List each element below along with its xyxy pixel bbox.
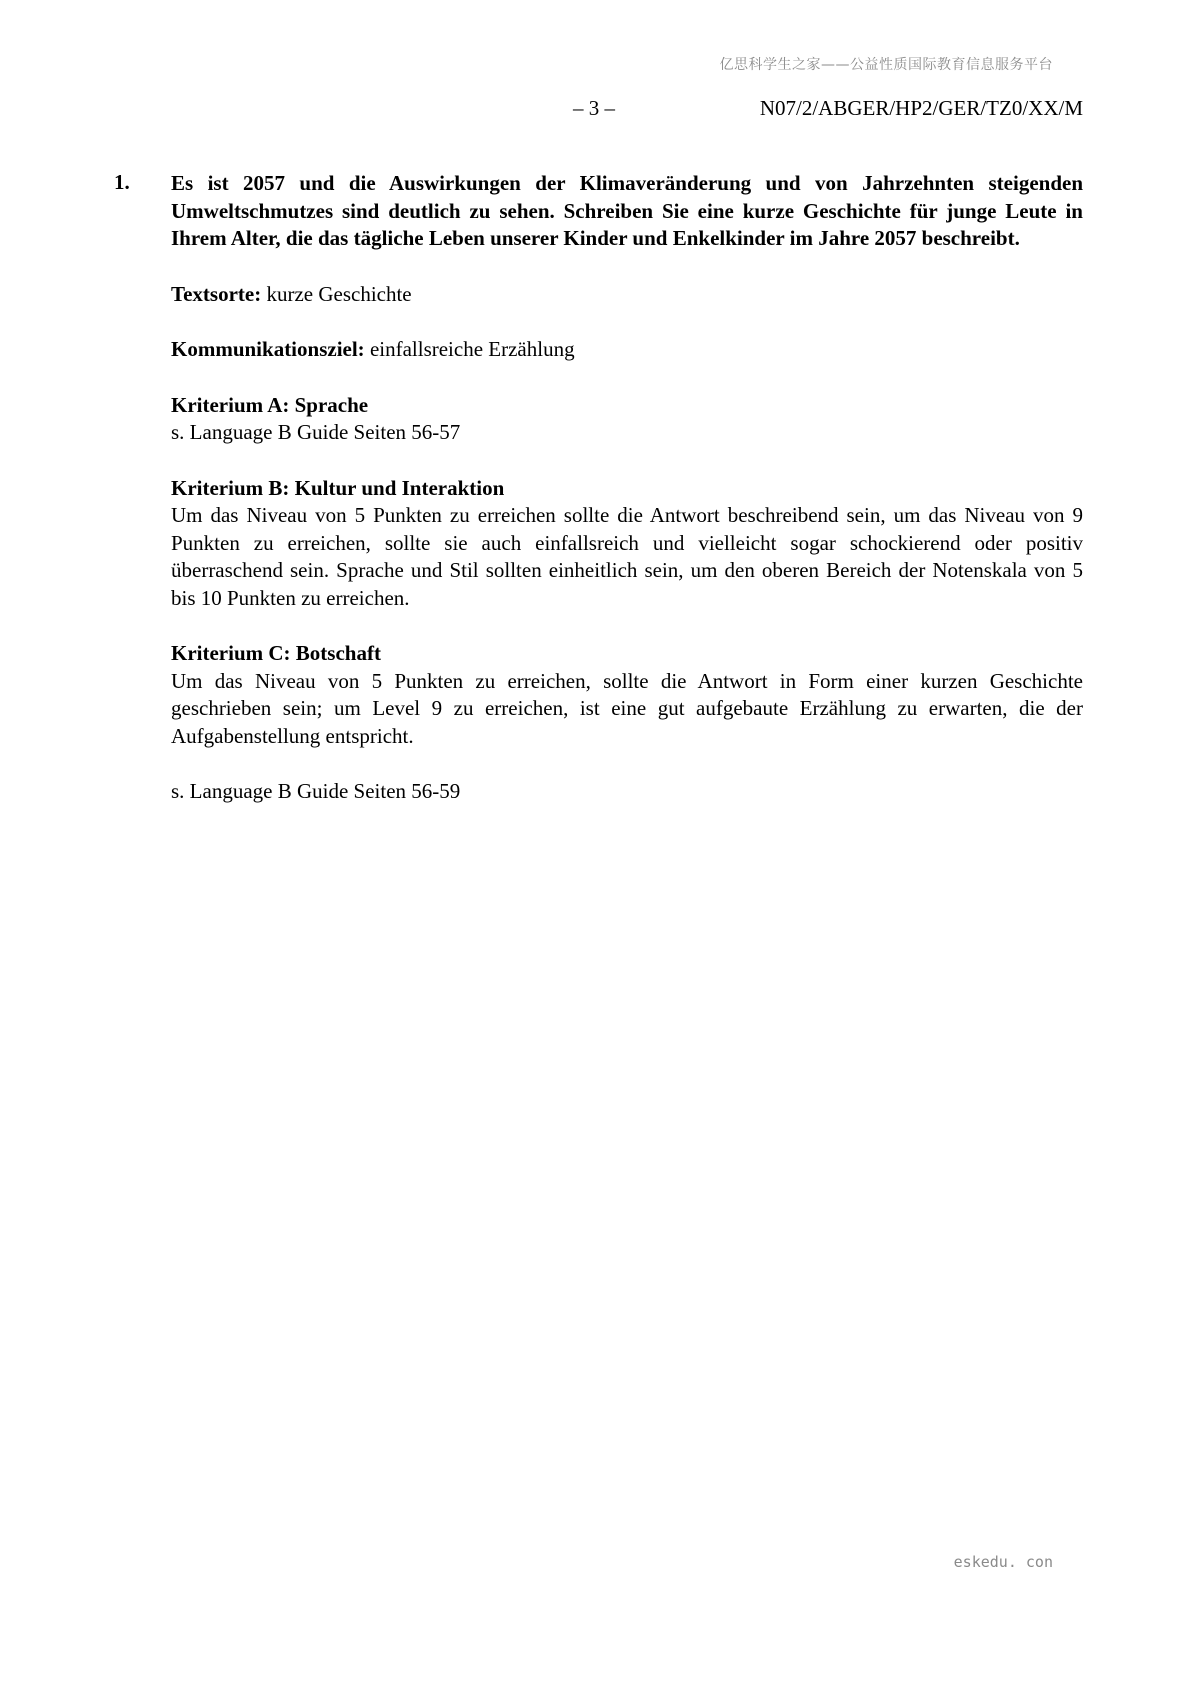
textsorte-value: kurze Geschichte [261, 281, 412, 306]
watermark-bottom-text: eskedu. con [953, 1553, 1053, 1571]
criterion-c-text: Um das Niveau von 5 Punkten zu erreichen, sollte die Antwort in Form einer kurzen Geschichte geschrieben sein; um Level 9 zu erreichen, ist eine gut aufgebaute Erzählung zu erwarten, die der Aufgabenstellung entspricht. [171, 668, 1083, 748]
question-text: Es ist 2057 und die Auswirkungen der Klimaveränderung und von Jahrzehnten steigenden Umweltschmutzes sind deutlich zu sehen. Schreiben Sie eine kurze Geschichte für junge Leute in Ihrem Alter, die das tägliche Leben unserer Kinder und Enkelkinder im Jahre 2057 beschreibt. [171, 171, 1083, 250]
criterion-a-text: s. Language B Guide Seiten 56-57 [171, 420, 461, 444]
textsorte-field [171, 281, 1083, 309]
question-column [171, 170, 1083, 806]
criterion-c-heading: Kriterium C: Botschaft [171, 641, 381, 665]
document-code: N07/2/ABGER/HP2/GER/TZ0/XX/M [759, 96, 1083, 120]
kommunikationsziel-field [171, 336, 1083, 364]
kommunikationsziel-value: einfallsreiche Erzählung [364, 337, 575, 361]
page-header [0, 96, 1191, 126]
criterion-b-text: Um das Niveau von 5 Punkten zu erreichen sollte die Antwort beschreibend sein, um das Niveau von 9 Punkten zu erreichen, sollte sie auch einfallsreich und vielleicht sogar schockierend oder positiv überraschend sein. Sprache und Stil sollten einheitlich sein, um den oberen Bereich der Notenskala von 5 bis 10 Punkten zu erreichen. [171, 503, 1083, 610]
guide-reference: s. Language B Guide Seiten 56-59 [171, 779, 461, 803]
watermark-top-text: 亿思科学生之家——公益性质国际教育信息服务平台 [719, 57, 1053, 73]
textsorte-label: Textsorte: [171, 281, 262, 306]
criterion-a-heading: Kriterium A: Sprache [171, 392, 369, 417]
page-number: – 3 – [573, 96, 615, 120]
question-number: 1. [114, 170, 130, 194]
kommunikationsziel-label: Kommunikationsziel: [171, 337, 365, 361]
criterion-b-heading: Kriterium B: Kultur und Interaktion [171, 475, 505, 500]
